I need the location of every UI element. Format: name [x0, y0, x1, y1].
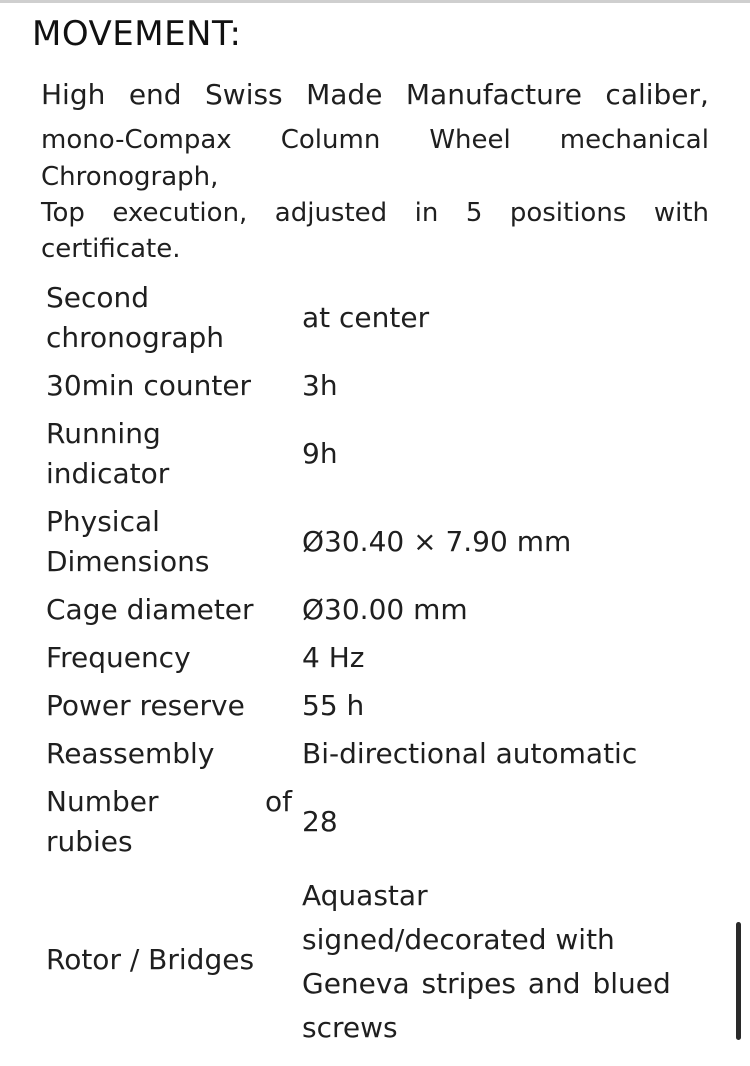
intro-word: mechanical — [559, 125, 709, 155]
spec-row — [46, 866, 710, 1054]
intro-paragraph — [41, 78, 709, 270]
spec-label-line — [46, 782, 292, 822]
spec-row — [46, 682, 710, 730]
intro-word: certificate. — [41, 234, 181, 264]
spec-row — [46, 498, 710, 586]
spec-row — [46, 778, 710, 866]
intro-line-5 — [41, 234, 709, 270]
spec-label: Rotor / Bridges — [46, 943, 255, 976]
scrollbar[interactable] — [736, 922, 741, 1040]
intro-line-2 — [41, 118, 709, 162]
intro-word: 5 — [465, 198, 483, 228]
intro-word: adjusted — [274, 198, 388, 228]
spec-label: 30min counter — [46, 369, 252, 402]
intro-line-1 — [41, 78, 709, 118]
spec-value: 28 — [302, 805, 338, 838]
spec-value: 9h — [302, 437, 338, 470]
intro-word: High — [41, 78, 106, 111]
spec-value-line: Geneva stripes and blued — [302, 967, 671, 1000]
spec-row — [46, 410, 710, 498]
spec-label — [46, 274, 302, 362]
spec-label: Cage diameter — [46, 593, 254, 626]
intro-word: execution, — [112, 198, 248, 228]
spec-value: Bi-directional automatic — [302, 737, 638, 770]
intro-word: Top — [41, 198, 85, 228]
intro-word: Column — [280, 125, 381, 155]
top-border — [0, 0, 750, 3]
intro-word: positions — [509, 198, 627, 228]
intro-word: mono-Compax — [41, 125, 232, 155]
spec-value: 55 h — [302, 689, 365, 722]
spec-row — [46, 634, 710, 682]
intro-word: caliber, — [605, 78, 709, 111]
spec-label: Frequency — [46, 641, 191, 674]
spec-label — [46, 498, 302, 586]
spec-row — [46, 586, 710, 634]
spec-label-word: of — [265, 785, 292, 818]
spec-label — [46, 778, 302, 866]
spec-value: Ø30.40 × 7.90 mm — [302, 525, 572, 558]
spec-value-line: Aquastar — [302, 879, 428, 912]
spec-label: Power reserve — [46, 689, 245, 722]
intro-word: with — [653, 198, 709, 228]
spec-label — [46, 410, 302, 498]
spec-label-line: rubies — [46, 825, 133, 858]
section-title: MOVEMENT: — [32, 14, 242, 54]
spec-label-line: chronograph — [46, 321, 225, 354]
spec-value-line: screws — [302, 1011, 398, 1044]
intro-word: Wheel — [429, 125, 511, 155]
intro-word: Manufacture — [405, 78, 582, 111]
spec-row — [46, 274, 710, 362]
spec-label: Reassembly — [46, 737, 215, 770]
spec-value-line — [302, 918, 710, 962]
spec-value-text: signed/decorated with — [302, 923, 615, 956]
spec-label-line: Physical — [46, 505, 160, 538]
spec-row — [46, 362, 710, 410]
spec-value: at center — [302, 301, 430, 334]
spec-value: 3h — [302, 369, 338, 402]
spec-row — [46, 730, 710, 778]
intro-word: Made — [306, 78, 383, 111]
spec-label-line: Dimensions — [46, 545, 210, 578]
intro-line-4 — [41, 198, 709, 234]
spec-value: 4 Hz — [302, 641, 365, 674]
intro-word: in — [414, 198, 439, 228]
spec-label-line: Running — [46, 417, 161, 450]
intro-word: end — [128, 78, 182, 111]
spec-value: Ø30.00 mm — [302, 593, 468, 626]
intro-line-3 — [41, 162, 709, 198]
spec-label-word: Number — [46, 785, 159, 818]
spec-label-line: indicator — [46, 457, 170, 490]
intro-word: Swiss — [205, 78, 283, 111]
spec-value — [302, 866, 710, 1054]
spec-label-line: Second — [46, 281, 150, 314]
intro-word: Chronograph, — [41, 162, 219, 192]
specs-table — [46, 274, 710, 1054]
